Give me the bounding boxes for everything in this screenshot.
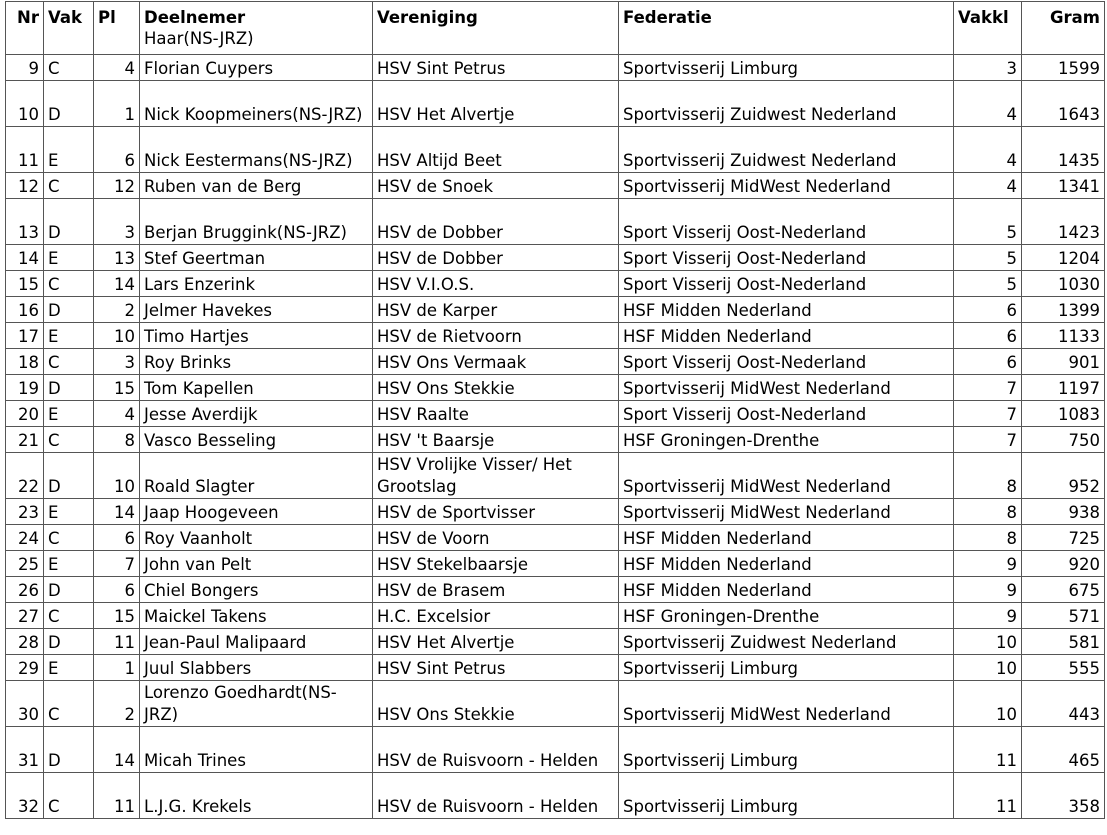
cell-vak: C — [44, 603, 94, 629]
cell-federatie: Sportvisserij Limburg — [619, 655, 954, 681]
cell-vereniging: HSV Sint Petrus — [373, 655, 619, 681]
cell-nr: 27 — [6, 603, 44, 629]
cell-gram: 1399 — [1022, 297, 1105, 323]
table-row — [6, 81, 1105, 127]
cell-nr: 21 — [6, 427, 44, 453]
cell-vereniging: H.C. Excelsior — [373, 603, 619, 629]
cell-deelnemer: Jelmer Havekes — [140, 297, 373, 323]
cell-nr: 28 — [6, 629, 44, 655]
cell-vak: C — [44, 55, 94, 81]
header-vak: Vak — [44, 2, 94, 55]
cell-nr: 20 — [6, 401, 44, 427]
cell-vereniging: HSV Altijd Beet — [373, 127, 619, 173]
table-row — [6, 525, 1105, 551]
cell-pl: 2 — [94, 297, 140, 323]
cell-vereniging: HSV Raalte — [373, 401, 619, 427]
cell-vereniging: HSV de Karper — [373, 297, 619, 323]
cell-vereniging: HSV de Dobber — [373, 245, 619, 271]
cell-deelnemer: Nick Koopmeiners(NS-JRZ) — [140, 81, 373, 127]
cell-nr: 9 — [6, 55, 44, 81]
cell-vakkl: 6 — [954, 349, 1022, 375]
cell-nr: 18 — [6, 349, 44, 375]
table-row — [6, 727, 1105, 773]
cell-deelnemer: Lars Enzerink — [140, 271, 373, 297]
cell-gram: 920 — [1022, 551, 1105, 577]
cell-vakkl: 4 — [954, 127, 1022, 173]
cell-vakkl: 10 — [954, 681, 1022, 727]
cell-vakkl: 8 — [954, 525, 1022, 551]
cell-federatie: Sportvisserij MidWest Nederland — [619, 375, 954, 401]
cell-vereniging: HSV Ons Stekkie — [373, 681, 619, 727]
cell-gram: 1599 — [1022, 55, 1105, 81]
cell-nr: 26 — [6, 577, 44, 603]
cell-deelnemer: Jean-Paul Malipaard — [140, 629, 373, 655]
cell-vereniging: HSV de Voorn — [373, 525, 619, 551]
cell-nr: 13 — [6, 199, 44, 245]
cell-deelnemer: Jesse Averdijk — [140, 401, 373, 427]
cell-gram: 1133 — [1022, 323, 1105, 349]
cell-federatie: HSF Midden Nederland — [619, 577, 954, 603]
cell-vakkl: 7 — [954, 427, 1022, 453]
cell-nr: 24 — [6, 525, 44, 551]
cell-federatie: HSF Midden Nederland — [619, 551, 954, 577]
cell-vereniging: HSV Het Alvertje — [373, 81, 619, 127]
table-row — [6, 271, 1105, 297]
cell-nr: 15 — [6, 271, 44, 297]
cell-pl: 8 — [94, 427, 140, 453]
cell-gram: 1197 — [1022, 375, 1105, 401]
cell-vakkl: 10 — [954, 629, 1022, 655]
cell-pl: 14 — [94, 271, 140, 297]
cell-vakkl: 4 — [954, 173, 1022, 199]
cell-pl: 6 — [94, 127, 140, 173]
cell-nr: 30 — [6, 681, 44, 727]
cell-gram: 1341 — [1022, 173, 1105, 199]
cell-federatie: Sportvisserij Limburg — [619, 773, 954, 819]
table-row — [6, 773, 1105, 819]
cell-nr: 23 — [6, 499, 44, 525]
cell-nr: 14 — [6, 245, 44, 271]
cell-vereniging: HSV Ons Stekkie — [373, 375, 619, 401]
cell-gram: 1030 — [1022, 271, 1105, 297]
cell-pl: 3 — [94, 199, 140, 245]
cell-deelnemer: Roy Brinks — [140, 349, 373, 375]
cell-vereniging: HSV 't Baarsje — [373, 427, 619, 453]
cell-vereniging: HSV Vrolijke Visser/ Het Grootslag — [373, 453, 619, 499]
cell-vak: C — [44, 173, 94, 199]
cell-pl: 6 — [94, 577, 140, 603]
cell-vakkl: 5 — [954, 245, 1022, 271]
table-row — [6, 199, 1105, 245]
cell-deelnemer: Vasco Besseling — [140, 427, 373, 453]
cell-vak: C — [44, 427, 94, 453]
header-row — [6, 2, 1105, 55]
cell-pl: 4 — [94, 55, 140, 81]
cell-vakkl: 8 — [954, 499, 1022, 525]
cell-federatie: Sportvisserij Zuidwest Nederland — [619, 629, 954, 655]
cell-vak: D — [44, 727, 94, 773]
cell-nr: 17 — [6, 323, 44, 349]
cell-vakkl: 9 — [954, 551, 1022, 577]
table-row — [6, 427, 1105, 453]
cell-vakkl: 4 — [954, 81, 1022, 127]
table-row — [6, 401, 1105, 427]
cell-vereniging: HSV de Rietvoorn — [373, 323, 619, 349]
cell-pl: 6 — [94, 525, 140, 551]
cell-pl: 1 — [94, 81, 140, 127]
cell-pl: 3 — [94, 349, 140, 375]
cell-nr: 25 — [6, 551, 44, 577]
cell-vereniging: HSV de Brasem — [373, 577, 619, 603]
cell-vereniging: HSV Stekelbaarsje — [373, 551, 619, 577]
cell-deelnemer: Juul Slabbers — [140, 655, 373, 681]
cell-pl: 11 — [94, 773, 140, 819]
cell-pl: 11 — [94, 629, 140, 655]
cell-vak: C — [44, 681, 94, 727]
cell-vak: D — [44, 199, 94, 245]
header-nr: Nr — [6, 2, 44, 55]
cell-vakkl: 9 — [954, 577, 1022, 603]
cell-nr: 31 — [6, 727, 44, 773]
cell-vak: E — [44, 655, 94, 681]
table-row — [6, 629, 1105, 655]
cell-deelnemer: Maickel Takens — [140, 603, 373, 629]
cell-deelnemer: Chiel Bongers — [140, 577, 373, 603]
cell-vak: D — [44, 629, 94, 655]
cell-vakkl: 3 — [954, 55, 1022, 81]
cell-pl: 12 — [94, 173, 140, 199]
cell-nr: 11 — [6, 127, 44, 173]
cell-vereniging: HSV de Ruisvoorn - Helden — [373, 727, 619, 773]
cell-federatie: Sportvisserij Zuidwest Nederland — [619, 127, 954, 173]
table-row — [6, 499, 1105, 525]
cell-deelnemer: Tom Kapellen — [140, 375, 373, 401]
table-row — [6, 173, 1105, 199]
cell-deelnemer: Stef Geertman — [140, 245, 373, 271]
cell-gram: 750 — [1022, 427, 1105, 453]
cell-federatie: Sport Visserij Oost-Nederland — [619, 245, 954, 271]
cell-federatie: Sportvisserij Limburg — [619, 55, 954, 81]
cell-nr: 10 — [6, 81, 44, 127]
cell-vak: E — [44, 127, 94, 173]
table-row — [6, 577, 1105, 603]
results-table — [5, 1, 1105, 819]
cell-gram: 1643 — [1022, 81, 1105, 127]
cell-gram: 581 — [1022, 629, 1105, 655]
cell-gram: 1083 — [1022, 401, 1105, 427]
cell-deelnemer: Nick Eestermans(NS-JRZ) — [140, 127, 373, 173]
cell-federatie: HSF Midden Nederland — [619, 297, 954, 323]
cell-vereniging: HSV de Ruisvoorn - Helden — [373, 773, 619, 819]
cell-federatie: Sport Visserij Oost-Nederland — [619, 349, 954, 375]
table-row — [6, 551, 1105, 577]
cell-vereniging: HSV de Dobber — [373, 199, 619, 245]
cell-deelnemer: Ruben van de Berg — [140, 173, 373, 199]
cell-vakkl: 8 — [954, 453, 1022, 499]
cell-gram: 725 — [1022, 525, 1105, 551]
cell-vak: D — [44, 81, 94, 127]
table-row — [6, 375, 1105, 401]
cell-deelnemer: L.J.G. Krekels — [140, 773, 373, 819]
cell-vereniging: HSV Het Alvertje — [373, 629, 619, 655]
cell-deelnemer: Roy Vaanholt — [140, 525, 373, 551]
cell-pl: 7 — [94, 551, 140, 577]
header-vakkl: Vakkl — [954, 2, 1022, 55]
header-deelnemer-label: Deelnemer — [144, 8, 246, 27]
cell-gram: 1435 — [1022, 127, 1105, 173]
cell-federatie: Sportvisserij Limburg — [619, 727, 954, 773]
cell-vakkl: 7 — [954, 401, 1022, 427]
cell-deelnemer: Timo Hartjes — [140, 323, 373, 349]
header-vereniging: Vereniging — [373, 2, 619, 55]
cell-vak: E — [44, 323, 94, 349]
cell-gram: 555 — [1022, 655, 1105, 681]
cell-nr: 12 — [6, 173, 44, 199]
cell-gram: 1204 — [1022, 245, 1105, 271]
cell-federatie: HSF Midden Nederland — [619, 525, 954, 551]
cell-vakkl: 6 — [954, 323, 1022, 349]
table-row — [6, 349, 1105, 375]
cell-nr: 32 — [6, 773, 44, 819]
cell-gram: 938 — [1022, 499, 1105, 525]
cell-vak: D — [44, 375, 94, 401]
header-pl: Pl — [94, 2, 140, 55]
cell-vereniging: HSV Sint Petrus — [373, 55, 619, 81]
cell-pl: 15 — [94, 375, 140, 401]
cell-deelnemer: Roald Slagter — [140, 453, 373, 499]
cell-deelnemer: Micah Trines — [140, 727, 373, 773]
cell-vakkl: 11 — [954, 773, 1022, 819]
cell-gram: 675 — [1022, 577, 1105, 603]
cell-nr: 29 — [6, 655, 44, 681]
cell-vak: D — [44, 453, 94, 499]
cell-pl: 14 — [94, 499, 140, 525]
table-row — [6, 603, 1105, 629]
table-row — [6, 655, 1105, 681]
cell-gram: 443 — [1022, 681, 1105, 727]
cell-pl: 13 — [94, 245, 140, 271]
cell-vak: C — [44, 271, 94, 297]
cell-vereniging: HSV Ons Vermaak — [373, 349, 619, 375]
cell-vak: E — [44, 551, 94, 577]
table-row — [6, 681, 1105, 727]
table-row — [6, 323, 1105, 349]
cell-nr: 19 — [6, 375, 44, 401]
cell-gram: 901 — [1022, 349, 1105, 375]
cell-deelnemer: Berjan Bruggink(NS-JRZ) — [140, 199, 373, 245]
cell-federatie: Sportvisserij Zuidwest Nederland — [619, 81, 954, 127]
cell-vak: E — [44, 245, 94, 271]
cell-pl: 15 — [94, 603, 140, 629]
cell-deelnemer: John van Pelt — [140, 551, 373, 577]
cell-deelnemer: Jaap Hoogeveen — [140, 499, 373, 525]
cell-pl: 2 — [94, 681, 140, 727]
cell-vereniging: HSV de Sportvisser — [373, 499, 619, 525]
cell-deelnemer: Lorenzo Goedhardt(NS-JRZ) — [140, 681, 373, 727]
cell-vereniging: HSV de Snoek — [373, 173, 619, 199]
cell-federatie: HSF Groningen-Drenthe — [619, 427, 954, 453]
cell-vak: D — [44, 577, 94, 603]
cell-vak: E — [44, 499, 94, 525]
cell-federatie: Sportvisserij MidWest Nederland — [619, 173, 954, 199]
cell-gram: 571 — [1022, 603, 1105, 629]
cell-federatie: Sport Visserij Oost-Nederland — [619, 271, 954, 297]
cell-vakkl: 10 — [954, 655, 1022, 681]
cell-federatie: HSF Groningen-Drenthe — [619, 603, 954, 629]
cell-vakkl: 9 — [954, 603, 1022, 629]
cell-vakkl: 11 — [954, 727, 1022, 773]
cell-pl: 10 — [94, 453, 140, 499]
header-gram: Gram — [1022, 2, 1105, 55]
cell-vakkl: 5 — [954, 199, 1022, 245]
cell-vakkl: 5 — [954, 271, 1022, 297]
cell-vakkl: 6 — [954, 297, 1022, 323]
table-row — [6, 453, 1105, 499]
cell-gram: 358 — [1022, 773, 1105, 819]
cell-pl: 4 — [94, 401, 140, 427]
cell-federatie: Sportvisserij MidWest Nederland — [619, 681, 954, 727]
cell-federatie: Sport Visserij Oost-Nederland — [619, 401, 954, 427]
header-deelnemer-sub: Haar(NS-JRZ) — [144, 29, 254, 48]
cell-gram: 465 — [1022, 727, 1105, 773]
cell-vak: C — [44, 525, 94, 551]
cell-vak: C — [44, 773, 94, 819]
cell-pl: 1 — [94, 655, 140, 681]
table-row — [6, 245, 1105, 271]
cell-pl: 10 — [94, 323, 140, 349]
cell-vereniging: HSV V.I.O.S. — [373, 271, 619, 297]
cell-gram: 1423 — [1022, 199, 1105, 245]
cell-vak: D — [44, 297, 94, 323]
table-row — [6, 55, 1105, 81]
cell-nr: 16 — [6, 297, 44, 323]
cell-gram: 952 — [1022, 453, 1105, 499]
header-deelnemer — [140, 2, 373, 55]
cell-pl: 14 — [94, 727, 140, 773]
cell-deelnemer: Florian Cuypers — [140, 55, 373, 81]
cell-federatie: Sportvisserij MidWest Nederland — [619, 453, 954, 499]
cell-vak: C — [44, 349, 94, 375]
cell-federatie: HSF Midden Nederland — [619, 323, 954, 349]
table-row — [6, 127, 1105, 173]
cell-federatie: Sport Visserij Oost-Nederland — [619, 199, 954, 245]
table-row — [6, 297, 1105, 323]
cell-vakkl: 7 — [954, 375, 1022, 401]
cell-federatie: Sportvisserij MidWest Nederland — [619, 499, 954, 525]
cell-vak: E — [44, 401, 94, 427]
header-federatie: Federatie — [619, 2, 954, 55]
cell-nr: 22 — [6, 453, 44, 499]
